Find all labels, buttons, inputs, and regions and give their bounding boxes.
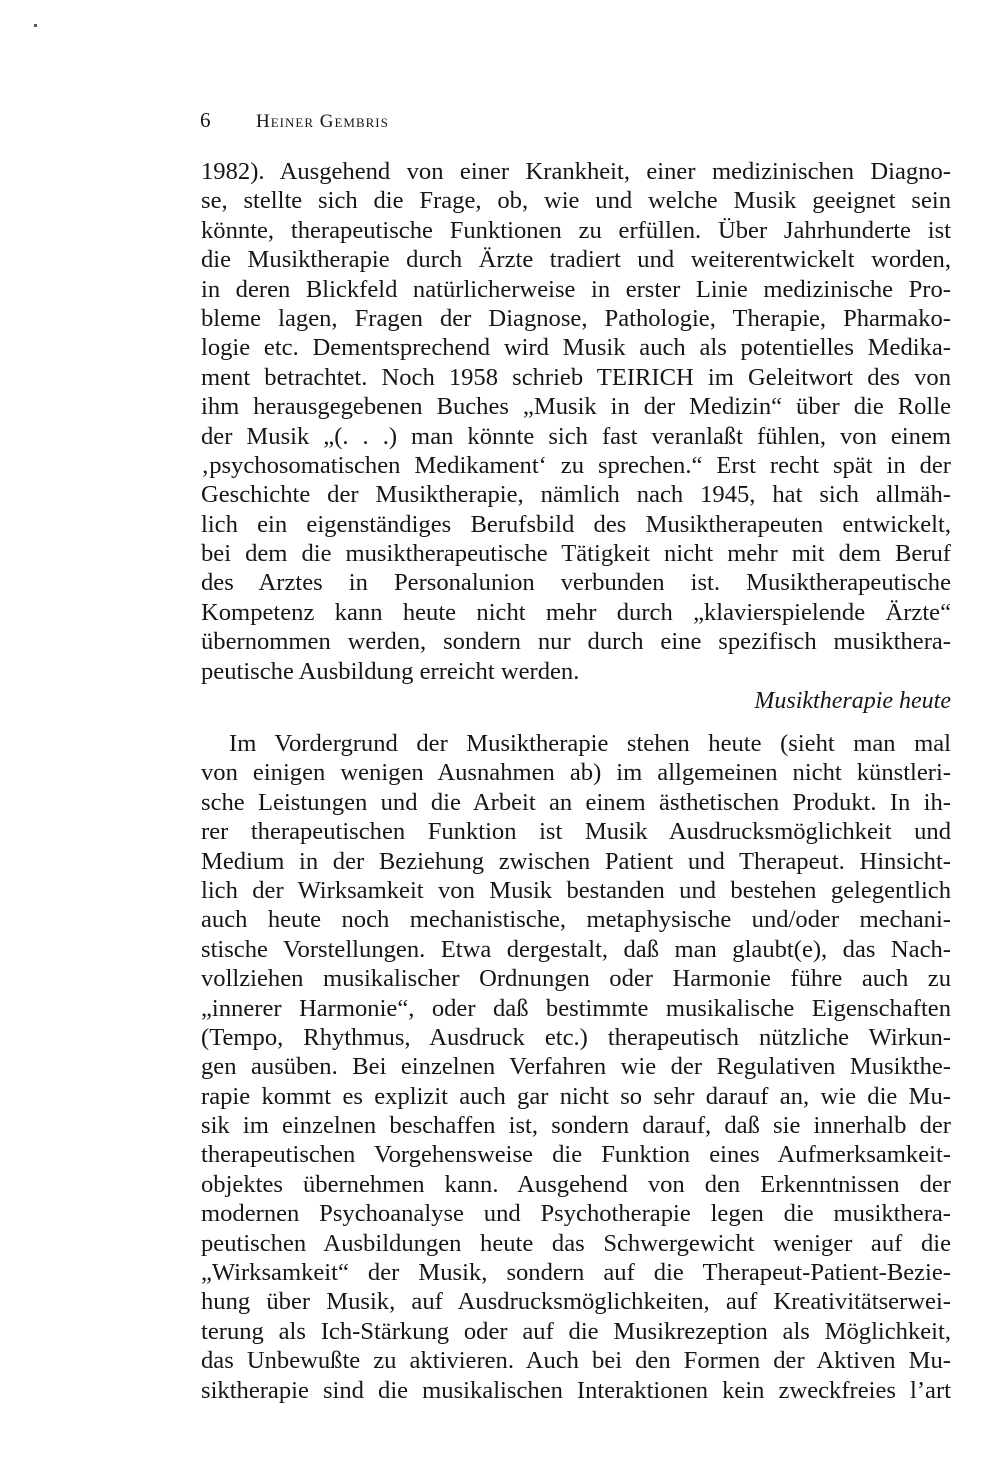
text-line: logie etc. Dementsprechend wird Musik auch als potentielles Medika- <box>201 334 951 362</box>
text-line: (Tempo, Rhythmus, Ausdruck etc.) therapeutisch nützliche Wirkun- <box>201 1023 951 1051</box>
text-line: gen ausüben. Bei einzelnen Verfahren wie der Regulativen Musikthe- <box>201 1053 951 1081</box>
text-line: die Musiktherapie durch Ärzte tradiert und weiterentwickelt worden, <box>201 246 951 274</box>
text-line: rer therapeutischen Funktion ist Musik Ausdrucksmöglichkeit und <box>201 818 951 846</box>
text-line: lich der Wirksamkeit von Musik bestanden und bestehen gelegentlich <box>201 876 951 904</box>
scan-speck <box>34 24 37 27</box>
text-line: siktherapie sind die musikalischen Interaktionen kein zweckfreies l’art <box>201 1376 951 1404</box>
paragraph-body <box>201 729 951 1405</box>
text-line: ihm herausgegebenen Buches „Musik in der Medizin“ über die Rolle <box>201 393 951 421</box>
text-line: therapeutischen Vorgehensweise die Funktion eines Aufmerksamkeit- <box>201 1141 951 1169</box>
text-line: übernommen werden, sondern nur durch eine spezifisch musikthera- <box>201 628 951 656</box>
text-line: peutischen Ausbildungen heute das Schwergewicht weniger auf die <box>201 1229 951 1257</box>
text-line: Medium in der Beziehung zwischen Patient und Therapeut. Hinsicht- <box>201 847 951 875</box>
text-line: terung als Ich-Stärkung oder auf die Musikrezeption als Möglichkeit, <box>201 1317 951 1345</box>
text-line: 1982). Ausgehend von einer Krankheit, einer medizinischen Diagno- <box>201 158 951 185</box>
text-line: ment betrachtet. Noch 1958 schrieb TEIRICH im Geleitwort des von <box>201 363 951 391</box>
text-line: sche Leistungen und die Arbeit an einem ästhetischen Produkt. In ih- <box>201 788 951 816</box>
page-number: 6 <box>200 108 211 132</box>
text-line: „innerer Harmonie“, oder daß bestimmte musikalische Eigenschaften <box>201 994 951 1022</box>
text-line: modernen Psychoanalyse und Psychotherapie legen die musikthera- <box>201 1200 951 1228</box>
paragraph-continued <box>201 157 951 686</box>
text-line: „Wirksamkeit“ der Musik, sondern auf die Therapeut-Patient-Bezie- <box>201 1259 951 1287</box>
text-line: rapie kommt es explizit auch gar nicht so sehr darauf an, wie die Mu- <box>201 1082 951 1110</box>
text-line: vollziehen musikalischer Ordnungen oder Harmonie führe auch zu <box>201 965 951 993</box>
text-line: ‚psychosomatischen Medikament‘ zu sprechen.“ Erst recht spät in der <box>201 451 951 479</box>
text-line: das Unbewußte zu aktivieren. Auch bei den Formen der Aktiven Mu- <box>201 1347 951 1375</box>
text-line: sik im einzelnen beschaffen ist, sondern darauf, daß sie innerhalb der <box>201 1112 951 1140</box>
section-heading: Musiktherapie heute <box>754 688 951 714</box>
text-line: stische Vorstellungen. Etwa dergestalt, daß man glaubt(e), das Nach- <box>201 935 951 963</box>
text-line: objektes übernehmen kann. Ausgehend von den Erkenntnissen der <box>201 1170 951 1198</box>
text-line: der Musik „(. . .) man könnte sich fast veranlaßt fühlen, von einem <box>201 422 951 450</box>
running-head <box>200 108 389 133</box>
text-line: in deren Blickfeld natürlicherweise in erster Linie medizinische Pro- <box>201 275 951 303</box>
text-line: könnte, therapeutische Funktionen zu erfüllen. Über Jahrhunderte ist <box>201 216 951 244</box>
text-line: peutische Ausbildung erreicht werden. <box>201 657 580 685</box>
text-line: Kompetenz kann heute nicht mehr durch „klavierspielende Ärzte“ <box>201 598 951 626</box>
text-line: lich ein eigenständiges Berufsbild des Musiktherapeuten entwickelt, <box>201 510 951 538</box>
text-line: auch heute noch mechanistische, metaphysische und/oder mechani- <box>201 906 951 934</box>
text-line: Geschichte der Musiktherapie, nämlich nach 1945, hat sich allmäh- <box>201 481 951 509</box>
text-line: hung über Musik, auf Ausdrucksmöglichkeiten, auf Kreativitätserwei- <box>201 1288 951 1316</box>
text-line: se, stellte sich die Frage, ob, wie und welche Musik geeignet sein <box>201 187 951 215</box>
text-line: des Arztes in Personalunion verbunden ist. Musiktherapeutische <box>201 569 951 597</box>
running-head-author: Heiner Gembris <box>256 111 389 132</box>
text-line: bleme lagen, Fragen der Diagnose, Pathologie, Therapie, Pharmako- <box>201 304 951 332</box>
text-line: bei dem die musiktherapeutische Tätigkeit nicht mehr mit dem Beruf <box>201 540 951 568</box>
text-line: Im Vordergrund der Musiktherapie stehen heute (sieht man mal <box>229 730 951 757</box>
text-line: von einigen wenigen Ausnahmen ab) im allgemeinen nicht künstleri- <box>201 759 951 787</box>
